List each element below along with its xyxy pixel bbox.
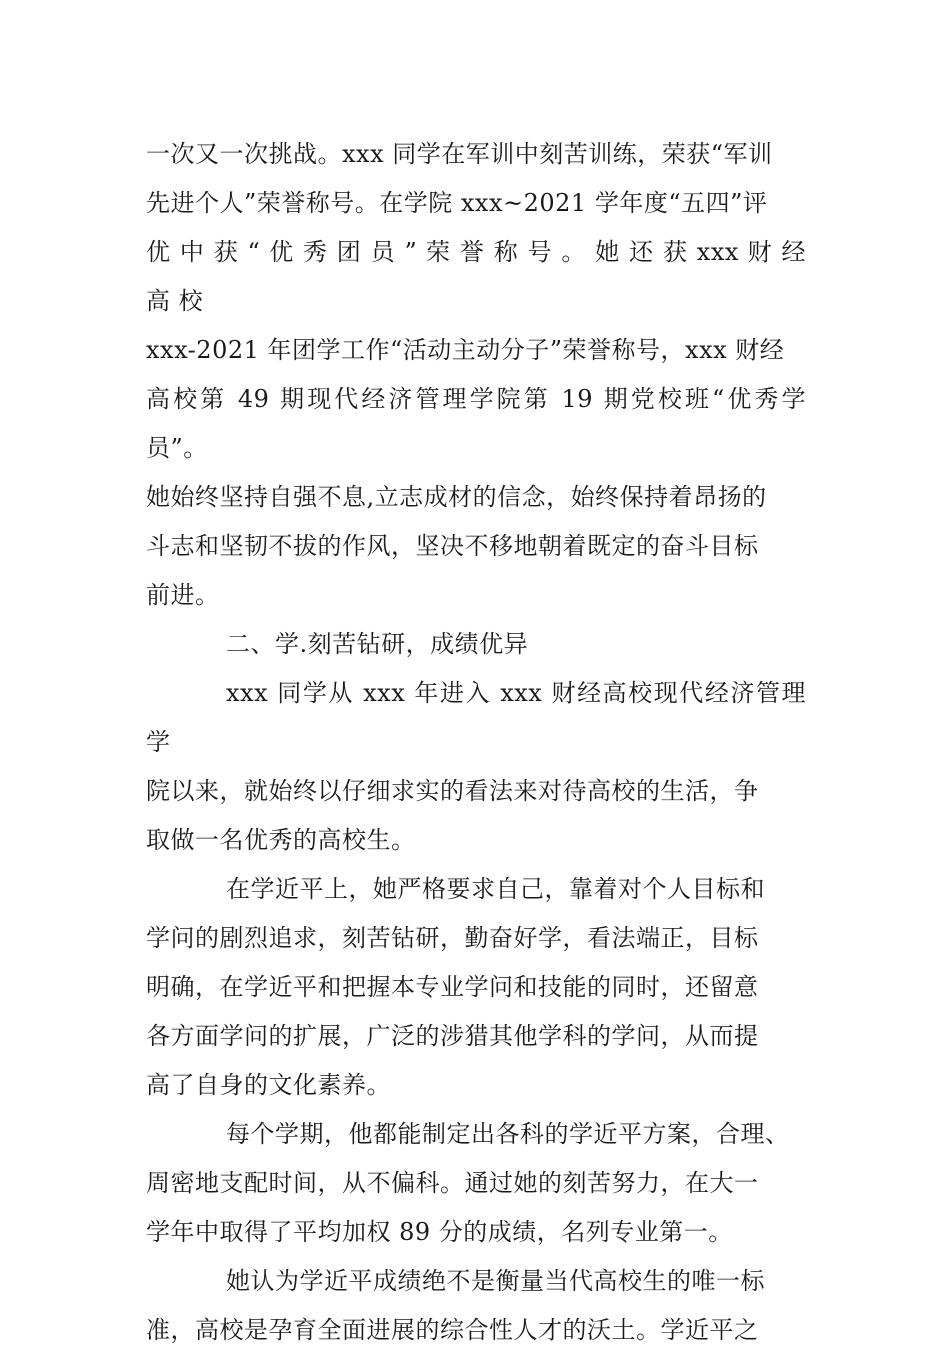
text-line: 高了自身的文化素养。 [146,1071,391,1099]
text-line: 每个学期，他都能制定出各科的学近平方案，合理、 [226,1120,790,1148]
text-line: 准，高校是孕育全面进展的综合性人才的沃土。学近平之 [146,1316,759,1344]
paragraph [146,1110,806,1257]
text-line: 优 中 获 “ 优 秀 团 员 ” 荣 誉 称 号 。 她 还 获 xxx 财 经 高 校 [146,238,815,315]
body-text [146,130,815,1355]
paragraph [146,669,806,865]
text-line: 斗志和坚韧不拔的作风，坚决不移地朝着既定的奋斗目标 [146,532,759,560]
text-line: 周密地支配时间，从不偏科。通过她的刻苦努力，在大一 [146,1169,759,1197]
text-line: 前进。 [146,581,220,609]
paragraph [146,1257,806,1355]
text-line: xxx 同学从 xxx 年进入 xxx 财经高校现代经济管理学 [146,679,806,756]
text-line: 先进个人”荣誉称号。在学院 xxx~2021 学年度“五四”评 [146,189,768,217]
text-line: 学问的剧烈追求，刻苦钻研，勤奋好学，看法端正，目标 [146,924,759,952]
text-line: 院以来，就始终以仔细求实的看法来对待高校的生活，争 [146,777,759,805]
section-heading [146,620,806,669]
text-line: 在学近平上，她严格要求自己，靠着对个人目标和 [226,875,765,903]
text-line: 她认为学近平成绩绝不是衡量当代高校生的唯一标 [226,1267,765,1295]
text-line: 二、学.刻苦钻研，成绩优异 [226,630,529,658]
text-line: 她始终坚持自强不息,立志成材的信念，始终保持着昂扬的 [146,483,767,511]
text-line: 一次又一次挑战。xxx 同学在军训中刻苦训练，荣获“军训 [146,140,773,168]
text-line: 高校第 49 期现代经济管理学院第 19 期党校班“优秀学员”。 [146,385,806,462]
text-line: 各方面学问的扩展，广泛的涉猎其他学科的学问，从而提 [146,1022,759,1050]
text-line: 学年中取得了平均加权 89 分的成绩，名列专业第一。 [146,1218,733,1246]
text-line: 明确，在学近平和把握本专业学问和技能的同时，还留意 [146,973,759,1001]
text-line: 取做一名优秀的高校生。 [146,826,416,854]
text-line: xxx-2021 年团学工作“活动主动分子”荣誉称号，xxx 财经 [146,336,785,364]
paragraph-continuation [146,130,815,620]
paragraph [146,865,806,1110]
